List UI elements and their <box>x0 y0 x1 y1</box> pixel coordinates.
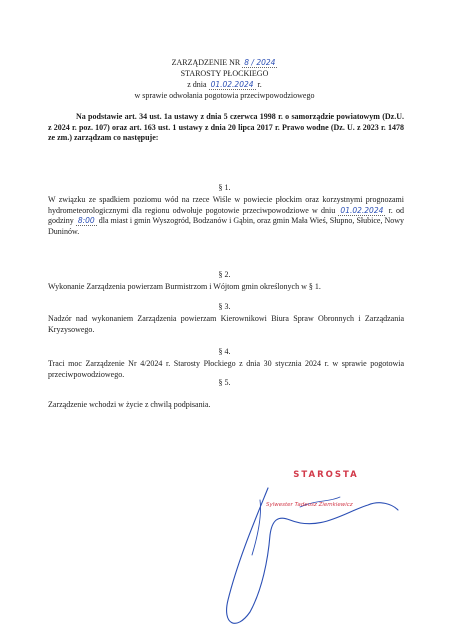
s1-handwritten-date: 01.02.2024 <box>340 205 384 215</box>
title-prefix: ZARZĄDZENIE NR <box>171 58 241 67</box>
authority: STAROSTY PŁOCKIEGO <box>180 69 269 78</box>
s1-text-c: dla miast i gmin Wyszogród, Bodzanów i Gąbin, oraz gmin Mała Wieś, Słupno, Słubice, Nowy Duninów. <box>48 216 405 236</box>
s1-text-a: W związku ze spadkiem poziomu wód na rzece Wiśle w powiecie płockim oraz korzystnymi prognozami hydrometeorologicznymi dla regionu odwołuje pogotowie przeciwpowodziowe w dniu <box>48 195 404 215</box>
section-2-text: Wykonanie Zarządzenia powierzam Burmistrzom i Wójtom gmin określonych w § 1. <box>48 282 321 291</box>
section-3-text: Nadzór nad wykonaniem Zarządzenia powierzam Kierownikowi Biura Spraw Obronnych i Zarządzania Kryzysowego. <box>48 314 404 334</box>
handwritten-date: 01.02.2024 <box>210 80 254 89</box>
section-4-text: Traci moc Zarządzenie Nr 4/2024 r. Starosty Płockiego z dnia 30 stycznia 2024 r. w sprawie pogotowia przeciwpowodziowego. <box>48 359 404 379</box>
section-2-title: § 2. <box>218 270 231 279</box>
stamp-title: STAROSTA <box>293 470 359 480</box>
s1-handwritten-hour: 8:00 <box>77 216 95 225</box>
section-3-title: § 3. <box>218 302 231 311</box>
s1-text-b: r. od godziny <box>48 205 404 225</box>
stamp-name: Sylwester Tadeusz Ziemkiewicz <box>266 502 353 508</box>
official-stamp <box>266 470 386 508</box>
section-5-text: Zarządzenie wchodzi w życie z chwilą podpisania. <box>48 400 211 409</box>
subject: w sprawie odwołania pogotowia przeciwpowodziowego <box>134 91 315 100</box>
date-suffix: r. <box>257 80 262 89</box>
section-1-title: § 1. <box>218 183 231 192</box>
date-prefix: z dnia <box>187 80 207 89</box>
handwritten-number: 8 / 2024 <box>244 58 276 67</box>
section-4-title: § 4. <box>218 347 231 356</box>
preamble: Na podstawie art. 34 ust. 1a ustawy z dnia 5 czerwca 1998 r. o samorządzie powiatowym (Dz.U. z 2024 r. poz. 107) oraz art. 163 ust. 1 ustawy z dnia 20 lipca 2017 r. Prawo wodne (Dz. U. z 2023 r. 1478 ze zm.) zarządzam co następuje: <box>48 112 404 142</box>
section-5-title: § 5. <box>218 378 231 387</box>
